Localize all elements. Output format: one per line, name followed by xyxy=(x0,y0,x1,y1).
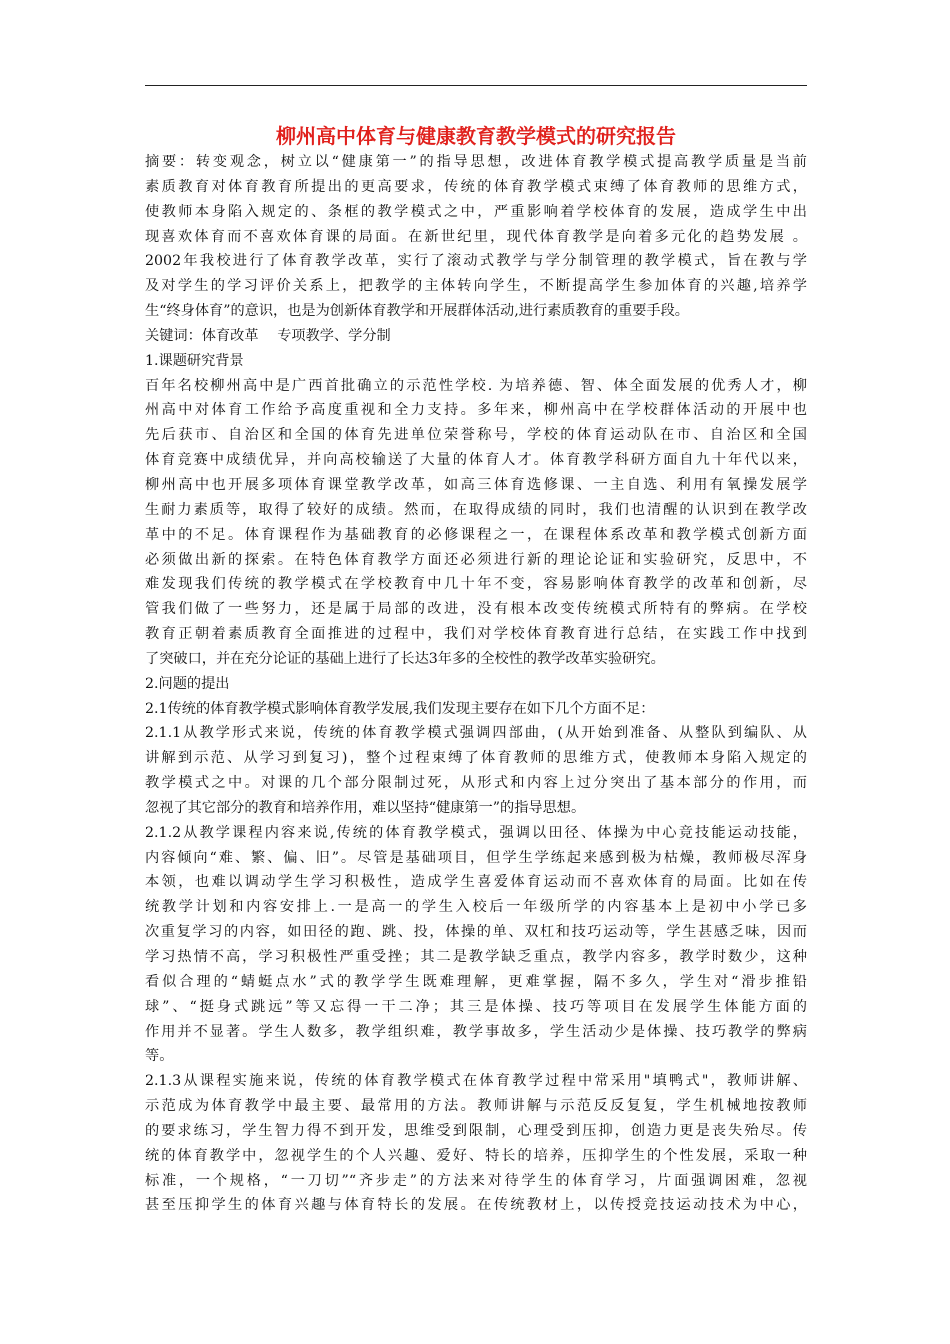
body-text-line: 柳州高中也开展多项体育课堂教学改革，如高三体育选修课、一主自选、利用有氧操发展学 xyxy=(145,476,807,493)
body-text-line: 革中的不足。体育课程作为基础教育的必修课程之一，在课程体系改革和教学模式创新方面 xyxy=(145,526,807,543)
body-text-line: 2.1.1从教学形式来说，传统的体育教学模式强调四部曲，(从开始到准备、从整队到编队、从 xyxy=(145,725,807,742)
body-text-line: 体育竞赛中成绩优异，并向高校输送了大量的体育人才。体育教学科研方面自九十年代以来， xyxy=(145,452,807,469)
body-text-line: 及对学生的学习评价关系上，把教学的主体转向学生，不断提高学生参加体育的兴趣,培养学 xyxy=(145,278,807,295)
body-text-line: 统的体育教学中，忽视学生的个人兴趣、爱好、特长的培养，压抑学生的个性发展，采取一种 xyxy=(145,1147,807,1164)
body-text-line: 摘要：转变观念，树立以“健康第一”的指导思想，改进体育教学模式提高教学质量是当前 xyxy=(145,154,807,170)
body-text-line: 本领，也难以调动学生学习积极性，造成学生喜爱体育运动而不喜欢体育的局面。比如在传 xyxy=(145,874,807,891)
body-text-line: 教学模式之中。对课的几个部分限制过死，从形式和内容上过分突出了基本部分的作用，而 xyxy=(145,775,807,792)
document-title: 柳州高中体育与健康教育教学模式的研究报告 xyxy=(276,124,676,148)
body-text-line: 1.课题研究背景 xyxy=(145,352,244,369)
body-text-line: 次重复学习的内容，如田径的跑、跳、投，体操的单、双杠和技巧运动等，学生甚感乏味，因而 xyxy=(145,924,807,941)
body-text-line: 2.1传统的体育教学模式影响体育教学发展,我们发现主要存在如下几个方面不足： xyxy=(145,700,655,717)
body-text-line: 讲解到示范、从学习到复习)，整个过程束缚了体育教师的思维方式，使教师本身陷入规定的 xyxy=(145,750,807,767)
body-text-line: 使教师本身陷入规定的、条框的教学模式之中，严重影响着学校体育的发展，造成学生中出 xyxy=(145,203,807,220)
body-text-line: 学习热情不高，学习积极性严重受挫；其二是教学缺乏重点，教学内容多，教学时数少，这种 xyxy=(145,949,807,965)
body-text-line: 关键词：体育改革 专项教学、学分制 xyxy=(145,327,391,344)
body-text-line: 管我们做了一些努力，还是属于局部的改进，没有根本改变传统模式所特有的弊病。在学校 xyxy=(145,601,807,618)
body-text-line: 2.1.3从课程实施来说，传统的体育教学模式在体育教学过程中常采用"填鸭式"，教师讲解、 xyxy=(145,1073,807,1090)
body-text-line: 州高中对体育工作给予高度重视和全力支持。多年来，柳州高中在学校群体活动的开展中也 xyxy=(145,402,807,419)
body-text-line: 难发现我们传统的教学模式在学校教育中几十年不变，容易影响体育教学的改革和创新，尽 xyxy=(145,576,807,593)
body-text-line: 甚至压抑学生的体育兴趣与体育特长的发展。在传统教材上，以传授竞技运动技术为中心， xyxy=(145,1197,807,1214)
body-text-line: 忽视了其它部分的教育和培养作用，难以坚持“健康第一”的指导思想。 xyxy=(145,799,586,816)
body-text-line: 等。 xyxy=(145,1048,174,1065)
body-text-line: 了突破口，并在充分论证的基础上进行了长达3年多的全校性的教学改革实验研究。 xyxy=(145,650,665,667)
body-text-line: 现喜欢体育而不喜欢体育课的局面。在新世纪里，现代体育教学是向着多元化的趋势发展 。 xyxy=(145,228,807,245)
body-text-line: 标准，一个规格，“一刀切”“齐步走”的方法来对待学生的体育学习，片面强调困难，忽视 xyxy=(145,1172,807,1189)
body-text-line: 示范成为体育教学中最主要、最常用的方法。教师讲解与示范反反复复，学生机械地按教师 xyxy=(145,1098,807,1115)
body-text-line: 必须做出新的探索。在特色体育教学方面还必须进行新的理论论证和实验研究，反思中，不 xyxy=(145,551,807,568)
body-text-line: 统教学计划和内容安排上.一是高一的学生入校后一年级所学的内容基本上是初中小学已多 xyxy=(145,899,807,916)
body-text-line: 的要求练习，学生智力得不到开发，思维受到限制，心理受到压抑，创造力更是丧失殆尽。传 xyxy=(145,1122,807,1139)
body-text-line: 2.问题的提出 xyxy=(145,675,230,692)
body-text-line: 看似合理的“蜻蜓点水”式的教学学生既难理解，更难掌握，隔不多久，学生对“滑步推铅 xyxy=(145,973,807,990)
body-text-line: 素质教育对体育教育所提出的更高要求，传统的体育教学模式束缚了体育教师的思维方式， xyxy=(145,178,807,195)
body-text-line: 百年名校柳州高中是广西首批确立的示范性学校. 为培养德、智、体全面发展的优秀人才，柳 xyxy=(145,377,807,394)
body-text-line: 球”、“挺身式跳远”等又忘得一干二净；其三是体操、技巧等项目在发展学生体能方面的 xyxy=(145,998,807,1015)
body-text-line: 作用并不显著。学生人数多，教学组织难，教学事故多，学生活动少是体操、技巧教学的弊病 xyxy=(145,1023,807,1040)
body-text-line: 内容倾向“难、繁、偏、旧”。尽管是基础项目，但学生学练起来感到极为枯燥，教师极尽浑身 xyxy=(145,849,807,866)
body-text-line: 生耐力素质等，取得了较好的成绩。然而，在取得成绩的同时，我们也清醒的认识到在教学改 xyxy=(145,501,807,518)
body-text-line: 教育正朝着素质教育全面推进的过程中，我们对学校体育教育进行总结，在实践工作中找到 xyxy=(145,626,807,643)
header-rule xyxy=(145,85,807,86)
body-text-line: 2002年我校进行了体育教学改革，实行了滚动式教学与学分制管理的教学模式，旨在教与学 xyxy=(145,253,807,270)
body-text-line: 生“终身体育”的意识，也是为创新体育教学和开展群体活动,进行素质教育的重要手段。 xyxy=(145,303,689,320)
body-text-line: 2.1.2从教学课程内容来说,传统的体育教学模式，强调以田径、体操为中心竞技能运动技能， xyxy=(145,824,807,841)
document-body xyxy=(145,150,807,1218)
body-text-line: 先后获市、自治区和全国的体育先进单位荣誉称号，学校的体育运动队在市、自治区和全国 xyxy=(145,427,807,444)
